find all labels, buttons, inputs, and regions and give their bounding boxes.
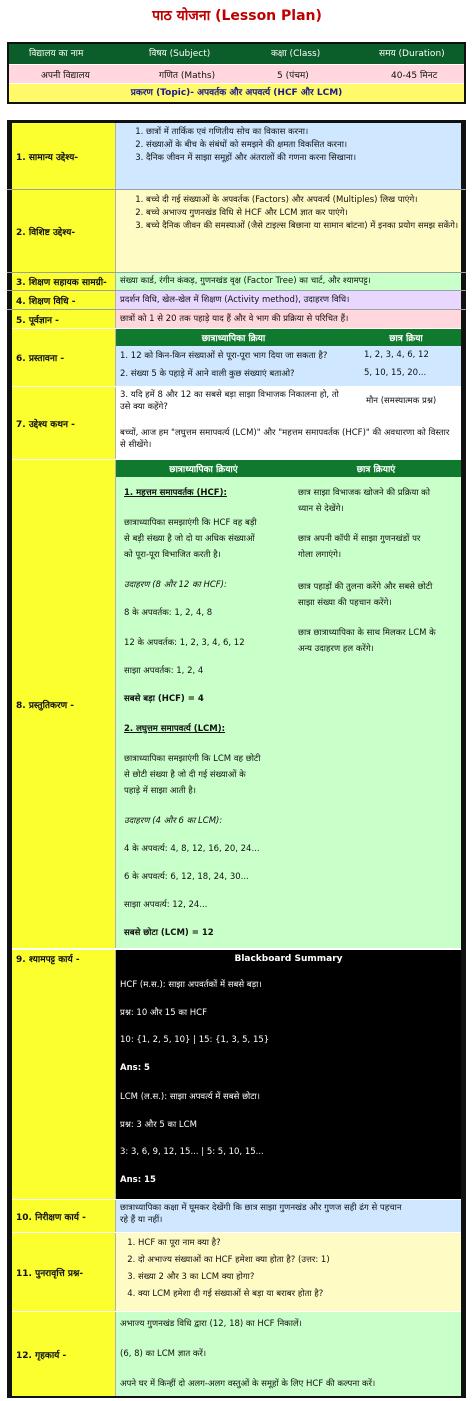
text-line: उदाहरण (8 और 12 का HCF): (124, 580, 227, 590)
list-item: 2. संख्याओं के बीच के संबंधों को समझने की क्षमता विकसित करना। (146, 139, 461, 151)
text-line: गोला लगाएंगे। (298, 550, 342, 560)
text-line: छात्र छात्राध्यापिका के साथ मिलकर LCM के (298, 628, 436, 638)
blackboard-header: Blackboard Summary (116, 950, 461, 967)
text-line: उदाहरण (4 और 6 का LCM): (124, 816, 223, 826)
text-line: 8 के अपवर्तक: 1, 2, 4, 8 (124, 608, 213, 618)
text-line: 6 के अपवर्त्य: 6, 12, 18, 24, 30... (124, 872, 249, 882)
aim-statement: बच्चों, आज हम "लघुत्तम समापवर्त्य (LCM)" और "महत्तम समापवर्तक (HCF)" की अवधारणा को विस्तार से सीखेंगे। (120, 428, 450, 450)
val-subject: गणित (Maths) (159, 71, 216, 81)
board-line: LCM (ल.स.): साझा अपवर्त्य में सबसे छोटा। (120, 1092, 260, 1102)
list-item: 2. दो अभाज्य संख्याओं का HCF हमेशा क्या होता है? (उत्तर: 1) (138, 1254, 461, 1266)
lcm-result: सबसे छोटा (LCM) = 12 (124, 928, 214, 938)
val-school: अपनी विद्यालय (41, 71, 90, 81)
label-teaching-aids: 3. शिक्षण सहायक सामग्री- (12, 273, 116, 290)
col-duration: समय (Duration) (379, 49, 445, 59)
homework-line: अपने घर में किन्हीं दो अलग-अलग वस्तुओं के समूहों के लिए HCF की कल्पना करें। (120, 1379, 376, 1389)
hcf-result: सबसे बड़ा (HCF) = 4 (124, 694, 204, 704)
topic-row: प्रकरण (Topic)- अपवर्तक और अपवर्त्य (HCF और LCM) (9, 84, 464, 102)
list-item: 1. बच्चे दी गई संख्याओं के अपवर्तक (Factors) और अपवर्त्य (Multiples) लिख पाएंगे। (146, 194, 461, 206)
list-item: 4. क्या LCM हमेशा दी गई संख्याओं से बड़ा या बराबर होता है? (138, 1288, 461, 1300)
intro-teacher-header: छात्राध्यापिका क्रिया (116, 329, 351, 346)
board-line: 10: {1, 2, 5, 10} | 15: {1, 3, 5, 15} (120, 1035, 270, 1045)
text-line: छात्र साझा विभाजक खोजने की प्रक्रिया को (298, 488, 430, 498)
label-revision-questions: 11. पुनरावृत्ति प्रश्न- (12, 1233, 116, 1311)
text-line: 12 के अपवर्तक: 1, 2, 3, 4, 6, 12 (124, 638, 245, 648)
page-title: पाठ योजना (Lesson Plan) (152, 8, 322, 24)
revision-questions (116, 1233, 461, 1311)
homework-line: (6, 8) का LCM ज्ञात करें। (120, 1349, 207, 1359)
text-line: छात्राध्यापिका समझाएंगी कि HCF वह बड़ी (124, 518, 257, 528)
text-line: छात्र पहाड़ों की तुलना करेंगे और सबसे छोटी (298, 582, 433, 592)
list-item: 2. बच्चे अभाज्य गुणनखंड विधि से HCF और LCM ज्ञात कर पाएंगे। (146, 207, 461, 219)
homework (116, 1312, 461, 1396)
presentation-teacher-header: छात्राध्यापिका क्रियाएं (116, 460, 291, 477)
inspection-work (116, 1200, 461, 1232)
col-class: कक्षा (Class) (271, 49, 321, 59)
presentation-student-header: छात्र क्रियाएं (291, 460, 461, 477)
list-item: 3. दैनिक जीवन में साझा समूहों और अंतरालों की गणना करना सिखाना। (146, 152, 461, 164)
general-objectives (116, 123, 461, 189)
text-line: पहाड़े में साझा आती है। (124, 786, 197, 796)
text-line: छात्राध्यापिका समझाएंगी कि LCM वह छोटी (124, 754, 261, 764)
text-line: साझा अपवर्त्य: 12, 24... (124, 900, 208, 910)
val-class: 5 (पंचम) (277, 71, 309, 81)
text-line: साझा अपवर्तक: 1, 2, 4 (124, 666, 204, 676)
header-values (9, 65, 464, 83)
intro-question-1: 1. 12 को किन-किन संख्याओं से पूरा-पूरा भाग दिया जा सकता है? (120, 351, 328, 361)
label-general-objective: 1. सामान्य उद्देश्य- (12, 123, 116, 189)
label-aim-statement: 7. उद्देश्य कथन - (12, 387, 116, 459)
lcm-heading: 2. लघुत्तम समापवर्त्य (LCM): (124, 724, 226, 734)
text-line: छात्र अपनी कॉपी में साझा गुणनखंडों पर (298, 534, 421, 544)
intro-student-header: छात्र क्रिया (351, 329, 461, 346)
intro-body (116, 346, 461, 386)
list-item: 3. संख्या 2 और 3 का LCM क्या होगा? (138, 1271, 461, 1283)
intro-answer-1: 1, 2, 3, 4, 6, 12 (364, 350, 429, 360)
label-introduction: 6. प्रस्तावना - (12, 329, 116, 386)
inspection-text-1: छात्राध्यापिका कक्षा में घूमकर देखेंगी कि छात्र साझा गुणनखंड और गुणज सही ढंग से पहचान (120, 1203, 402, 1213)
label-spacer (12, 967, 116, 1199)
val-duration: 40-45 मिनट (391, 71, 438, 81)
board-line: Ans: 15 (120, 1175, 156, 1185)
text-line: साझा संख्या की पहचान करेंगे। (298, 598, 392, 608)
list-item: 1. छात्रों में तार्किक एवं गणितीय सोच का विकास करना। (146, 126, 461, 138)
list-item: 1. HCF का पूरा नाम क्या है? (138, 1237, 461, 1249)
board-line: प्रश्न: 10 और 15 का HCF (120, 1008, 207, 1018)
label-presentation: 8. प्रस्तुतिकरण - (12, 460, 116, 948)
text-line: को पूरा-पूरा विभाजित करती है। (124, 550, 221, 560)
label-blackboard-work: 9. श्यामपट्ट कार्य - (12, 950, 116, 967)
text-line: से बड़ी संख्या है जो दो या अधिक संख्याओं (124, 534, 255, 544)
board-line: Ans: 5 (120, 1063, 150, 1073)
label-homework: 12. गृहकार्य - (12, 1312, 116, 1396)
homework-line: अभाज्य गुणनखंड विधि द्वारा (12, 18) का HCF निकालें। (120, 1319, 302, 1329)
label-teaching-method: 4. शिक्षण विधि - (12, 291, 116, 309)
aim-statement-body (116, 387, 461, 459)
presentation-body (116, 477, 461, 948)
label-prior-knowledge: 5. पूर्वज्ञान - (12, 310, 116, 328)
col-school: विद्यालय का नाम (29, 49, 84, 59)
board-line: प्रश्न: 3 और 5 का LCM (120, 1120, 197, 1130)
hcf-heading: 1. महत्तम समापवर्तक (HCF): (124, 488, 227, 498)
col-subject: विषय (Subject) (149, 49, 211, 59)
list-item: 3. बच्चे दैनिक जीवन की समस्याओं (जैसे टाइल्स बिछाना या सामान बांटना) में इनका प्रयोग समझ सकेंगे। (146, 220, 461, 232)
board-line: HCF (म.स.): साझा अपवर्तकों में सबसे बड़ा। (120, 980, 262, 990)
aim-question: 3. यदि हमें 8 और 12 का सबसे बड़ा साझा विभाजक निकालना हो, तो उसे क्या कहेंगे? (120, 390, 339, 412)
teaching-aids: संख्या कार्ड, रंगीन कंकड़, गुणनखंड वृक्ष (Factor Tree) का चार्ट, और श्यामपट्ट। (116, 273, 461, 290)
blackboard (116, 967, 461, 1199)
specific-objectives (116, 190, 461, 272)
aim-answer: मौन (समस्यात्मक प्रश्न) (366, 396, 437, 406)
teaching-method: प्रदर्शन विधि, खेल-खेल में शिक्षण (Activity method), उदाहरण विधि। (116, 291, 461, 309)
intro-question-2: 2. संख्या 5 के पहाड़े में आने वाली कुछ संख्याएं बताओ? (120, 369, 295, 379)
label-specific-objective: 2. विशिष्ट उद्देश्य- (12, 190, 116, 272)
board-line: 3: 3, 6, 9, 12, 15... | 5: 5, 10, 15... (120, 1147, 264, 1157)
inspection-text-2: रहे हैं या नहीं। (120, 1215, 163, 1225)
text-line: अन्य उदाहरण हल करेंगे। (298, 644, 374, 654)
text-line: 4 के अपवर्त्य: 4, 8, 12, 16, 20, 24... (124, 844, 260, 854)
header-columns (9, 44, 464, 64)
intro-answer-2: 5, 10, 15, 20... (364, 368, 427, 378)
text-line: ध्यान से देखेंगे। (298, 504, 344, 514)
prior-knowledge: छात्रों को 1 से 20 तक पहाड़े याद हैं और वे भाग की प्रक्रिया से परिचित हैं। (116, 310, 461, 328)
text-line: से छोटी संख्या है जो दी गई संख्याओं के (124, 770, 246, 780)
label-inspection: 10. निरीक्षण कार्य - (12, 1200, 116, 1232)
